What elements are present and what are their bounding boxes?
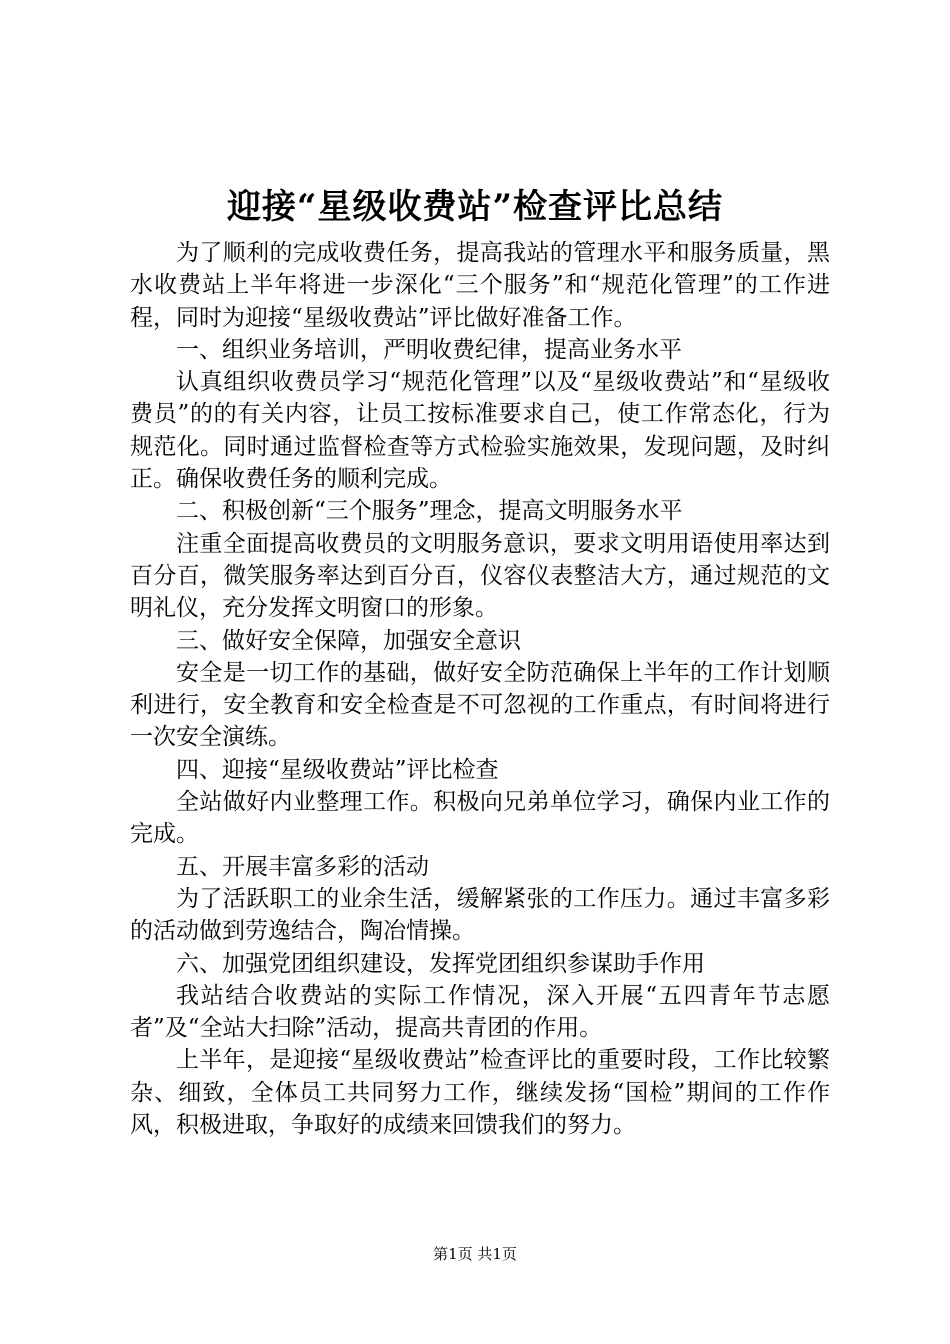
section-heading-1: 一、组织业务培训，严明收费纪律，提高业务水平 (176, 336, 682, 363)
section-paragraph-5: 为了活跃职工的业余生活，缓解紧张的工作压力。通过丰富多彩的活动做到劳逸结合，陶冶情操。 (130, 885, 830, 945)
document-title: 迎接“星级收费站”检查评比总结 (226, 187, 724, 227)
page-footer: 第1页 共1页 (433, 1245, 517, 1263)
section-paragraph-1: 认真组织收费员学习“规范化管理”以及“星级收费站”和“星级收费员”的的有关内容，让员工按标准要求自己，使工作常态化，行为规范化。同时通过监督检查等方式检验实施效果，发现问题，及时纠正。确保收费任务的顺利完成。 (130, 369, 830, 493)
section-paragraph-3: 安全是一切工作的基础，做好安全防范确保上半年的工作计划顺利进行，安全教育和安全检查是不可忽视的工作重点，有时间将进行一次安全演练。 (130, 659, 830, 751)
section-heading-4: 四、迎接“星级收费站”评比检查 (176, 756, 499, 783)
section-paragraph-2: 注重全面提高收费员的文明服务意识，要求文明用语使用率达到百分百，微笑服务率达到百分百，仪容仪表整洁大方，通过规范的文明礼仪，充分发挥文明窗口的形象。 (130, 530, 830, 622)
section-heading-3: 三、做好安全保障，加强安全意识 (176, 627, 521, 654)
document-body (130, 237, 830, 1141)
intro-paragraph: 为了顺利的完成收费任务，提高我站的管理水平和服务质量，黑水收费站上半年将进一步深化“三个服务”和“规范化管理”的工作进程，同时为迎接“星级收费站”评比做好准备工作。 (130, 240, 830, 331)
section-paragraph-4: 全站做好内业整理工作。积极向兄弟单位学习，确保内业工作的完成。 (130, 789, 830, 848)
section-heading-6: 六、加强党团组织建设，发挥党团组织参谋助手作用 (176, 950, 705, 977)
section-heading-5: 五、开展丰富多彩的活动 (176, 853, 429, 880)
conclusion-paragraph: 上半年，是迎接“星级收费站”检查评比的重要时段，工作比较繁杂、细致，全体员工共同努力工作，继续发扬“国检”期间的工作作风，积极进取，争取好的成绩来回馈我们的努力。 (130, 1047, 830, 1139)
section-paragraph-6: 我站结合收费站的实际工作情况，深入开展“五四青年节志愿者”及“全站大扫除”活动，提高共青团的作用。 (130, 982, 830, 1042)
section-heading-2: 二、积极创新“三个服务”理念，提高文明服务水平 (176, 498, 683, 525)
